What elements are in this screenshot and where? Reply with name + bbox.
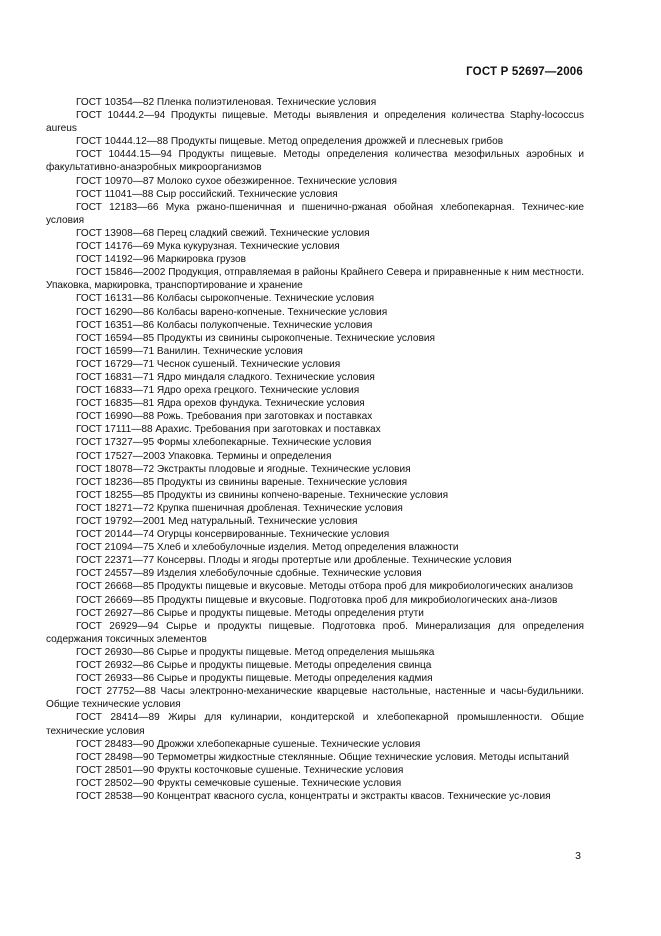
reference-item: ГОСТ 22371—77 Консервы. Плоды и ягоды протертые или дробленые. Технические условия — [76, 555, 512, 567]
reference-item: ГОСТ 10970—87 Молоко сухое обезжиренное. Технические условия — [76, 175, 398, 187]
normative-references-list — [46, 96, 584, 803]
document-code-header: ГОСТ Р 52697—2006 — [466, 66, 583, 78]
reference-item: ГОСТ 26668—85 Продукты пищевые и вкусовые. Методы отбора проб для микробиологических анализов — [76, 581, 574, 593]
reference-item: ГОСТ 16599—71 Ванилин. Технические условия — [76, 345, 303, 357]
reference-item: ГОСТ 18236—85 Продукты из свинины вареные. Технические условия — [76, 476, 408, 488]
reference-item: ГОСТ 10444.12—88 Продукты пищевые. Метод определения дрожжей и плесневых грибов — [76, 136, 504, 148]
reference-item: ГОСТ 18271—72 Крупка пшеничная дробленая. Технические условия — [76, 502, 403, 514]
reference-item: ГОСТ 27752—88 Часы электронно-механические кварцевые настольные, настенные и часы-будильники. Общие технические условия — [46, 686, 584, 711]
reference-item: ГОСТ 16729—71 Чеснок сушеный. Технические условия — [76, 358, 341, 370]
reference-item: ГОСТ 15846—2002 Продукция, отправляемая в районы Крайнего Севера и приравненные к ним местности. Упаковка, маркировка, транспортирование и хранение — [46, 267, 584, 292]
reference-item: ГОСТ 16131—86 Колбасы сырокопченые. Технические условия — [76, 293, 375, 305]
reference-item: ГОСТ 28502—90 Фрукты семечковые сушеные. Технические условия — [76, 777, 402, 789]
reference-item: ГОСТ 17327—95 Формы хлебопекарные. Технические условия — [76, 437, 372, 449]
reference-item: ГОСТ 17111—88 Арахис. Требования при заготовках и поставках — [76, 424, 381, 436]
reference-item: ГОСТ 10444.15—94 Продукты пищевые. Методы определения количества мезофильных аэробных и факультативно-анаэробных микроорганизмов — [46, 149, 584, 174]
reference-item: ГОСТ 16351—86 Колбасы полукопченые. Технические условия — [76, 319, 373, 331]
reference-item: ГОСТ 26933—86 Сырье и продукты пищевые. Методы определения кадмия — [76, 673, 433, 685]
reference-item: ГОСТ 16833—71 Ядро ореха грецкого. Технические условия — [76, 385, 360, 397]
reference-item: ГОСТ 16831—71 Ядро миндаля сладкого. Технические условия — [76, 371, 375, 383]
reference-item: ГОСТ 20144—74 Огурцы консервированные. Технические условия — [76, 529, 390, 541]
reference-item: ГОСТ 12183—66 Мука ржано-пшеничная и пшенично-ржаная обойная хлебопекарная. Техничес-кие условия — [46, 201, 584, 226]
reference-item: ГОСТ 18255—85 Продукты из свинины копчено-вареные. Технические условия — [76, 489, 449, 501]
reference-item: ГОСТ 21094—75 Хлеб и хлебобулочные изделия. Метод определения влажности — [76, 542, 459, 554]
reference-item: ГОСТ 28483—90 Дрожжи хлебопекарные сушеные. Технические условия — [76, 738, 421, 750]
reference-item: ГОСТ 16594—85 Продукты из свинины сырокопченые. Технические условия — [76, 332, 436, 344]
reference-item: ГОСТ 11041—88 Сыр российский. Технические условия — [76, 188, 338, 200]
reference-item: ГОСТ 28501—90 Фрукты косточковые сушеные. Технические условия — [76, 764, 404, 776]
reference-item: ГОСТ 28538—90 Концентрат квасного сусла, концентраты и экстракты квасов. Технические ус-ловия — [76, 790, 551, 802]
reference-item: ГОСТ 24557—89 Изделия хлебобулочные сдобные. Технические условия — [76, 568, 422, 580]
reference-item: ГОСТ 13908—68 Перец сладкий свежий. Технические условия — [76, 227, 370, 239]
reference-item: ГОСТ 10444.2—94 Продукты пищевые. Методы выявления и определения количества Staphy-lococcus aureus — [46, 110, 584, 135]
reference-item: ГОСТ 16990—88 Рожь. Требования при заготовках и поставках — [76, 411, 373, 423]
reference-item: ГОСТ 26929—94 Сырье и продукты пищевые. Подготовка проб. Минерализация для определения содержания токсичных элементов — [46, 620, 584, 645]
reference-item: ГОСТ 14192—96 Маркировка грузов — [76, 254, 247, 266]
reference-item: ГОСТ 19792—2001 Мед натуральный. Технические условия — [76, 516, 358, 527]
reference-item: ГОСТ 10354—82 Пленка полиэтиленовая. Технические условия — [76, 97, 377, 108]
reference-item: ГОСТ 14176—69 Мука кукурузная. Технические условия — [76, 241, 340, 253]
reference-item: ГОСТ 16290—86 Колбасы варено-копченые. Технические условия — [76, 306, 388, 318]
reference-item: ГОСТ 28414—89 Жиры для кулинарии, кондитерской и хлебопекарной промышленности. Общие технические условия — [46, 712, 584, 737]
reference-item: ГОСТ 26927—86 Сырье и продукты пищевые. Методы определения ртути — [76, 607, 424, 619]
reference-item: ГОСТ 28498—90 Термометры жидкостные стеклянные. Общие технические условия. Методы испытаний — [76, 751, 570, 763]
reference-item: ГОСТ 26932—86 Сырье и продукты пищевые. Методы определения свинца — [76, 660, 432, 672]
reference-item: ГОСТ 17527—2003 Упаковка. Термины и определения — [76, 450, 332, 462]
reference-item: ГОСТ 18078—72 Экстракты плодовые и ягодные. Технические условия — [76, 463, 411, 475]
page-number: 3 — [575, 850, 581, 862]
reference-item: ГОСТ 16835—81 Ядра орехов фундука. Технические условия — [76, 398, 365, 410]
reference-item: ГОСТ 26669—85 Продукты пищевые и вкусовые. Подготовка проб для микробиологических ана-лизов — [76, 594, 558, 606]
reference-item: ГОСТ 26930—86 Сырье и продукты пищевые. Метод определения мышьяка — [76, 646, 435, 658]
